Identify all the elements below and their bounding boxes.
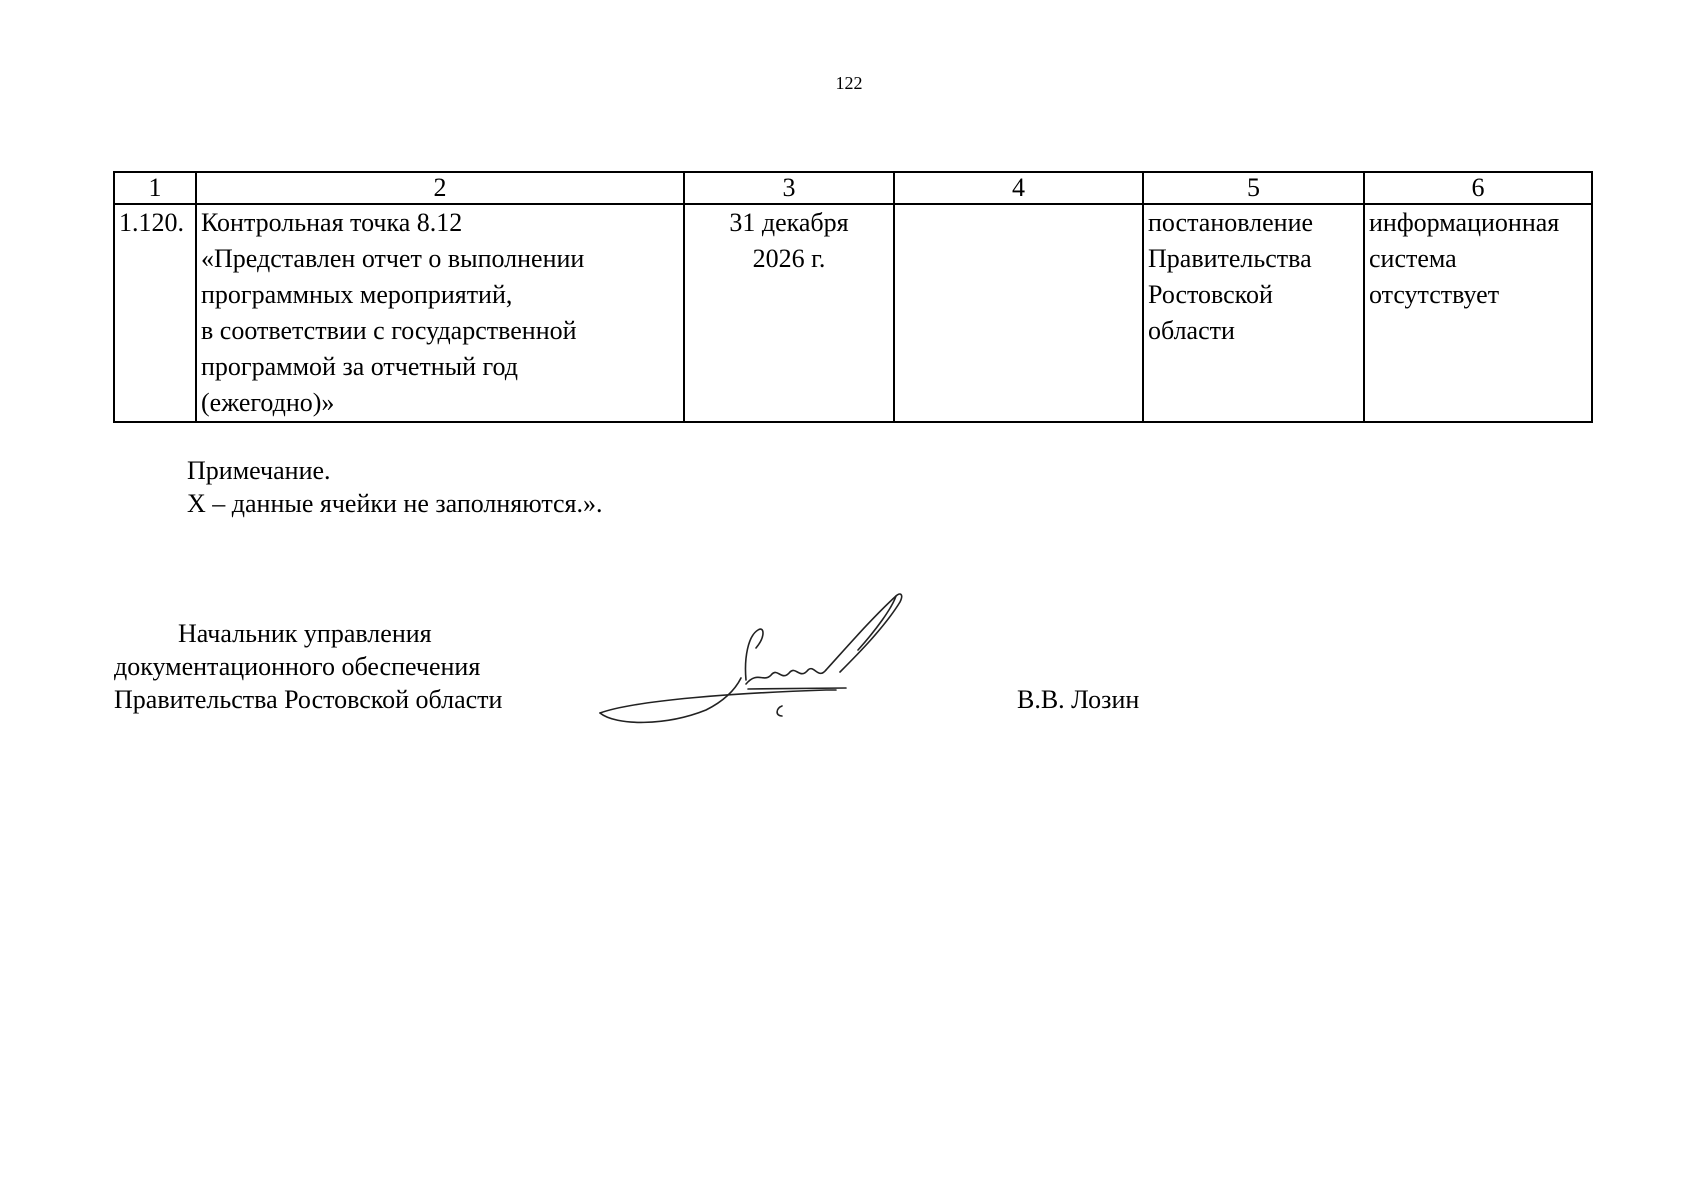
document-line: области — [1148, 316, 1235, 345]
row-number-cell: 1.120. — [114, 204, 196, 422]
description-line: программных мероприятий, — [201, 280, 513, 309]
handwritten-signature — [596, 588, 926, 738]
description-line: «Представлен отчет о выполнении — [201, 244, 585, 273]
deadline-line: 2026 г. — [752, 244, 826, 273]
description-line: (ежегодно)» — [201, 388, 335, 417]
note-text: Х – данные ячейки не заполняются.». — [187, 489, 603, 518]
table-row — [114, 204, 1592, 422]
note-block — [187, 454, 603, 520]
empty-cell — [894, 204, 1143, 422]
info-system-line: информационная — [1369, 208, 1560, 237]
document-cell — [1143, 204, 1364, 422]
document-line: Ростовской — [1148, 280, 1273, 309]
note-title: Примечание. — [187, 456, 331, 485]
deadline-line: 31 декабря — [729, 208, 849, 237]
info-system-line: отсутствует — [1369, 280, 1500, 309]
deadline-cell — [684, 204, 894, 422]
plan-table — [113, 171, 1593, 423]
table-header-row — [114, 172, 1592, 204]
info-system-line: система — [1369, 244, 1457, 273]
header-col-4: 4 — [894, 172, 1143, 204]
info-system-cell — [1364, 204, 1592, 422]
document-line: Правительства — [1148, 244, 1312, 273]
description-line: в соответствии с государственной — [201, 316, 577, 345]
header-col-2: 2 — [196, 172, 684, 204]
signer-position — [114, 617, 502, 716]
description-cell — [196, 204, 684, 422]
header-col-6: 6 — [1364, 172, 1592, 204]
description-line: Контрольная точка 8.12 — [201, 208, 463, 237]
header-col-5: 5 — [1143, 172, 1364, 204]
header-col-3: 3 — [684, 172, 894, 204]
signer-position-line: Начальник управления — [178, 619, 432, 648]
header-col-1: 1 — [114, 172, 196, 204]
signer-position-line: Правительства Ростовской области — [114, 685, 503, 714]
signer-position-line: документационного обеспечения — [114, 652, 481, 681]
page-number: 122 — [835, 73, 863, 93]
signer-name: В.В. Лозин — [1017, 685, 1140, 714]
document-line: постановление — [1148, 208, 1314, 237]
description-line: программой за отчетный год — [201, 352, 519, 381]
